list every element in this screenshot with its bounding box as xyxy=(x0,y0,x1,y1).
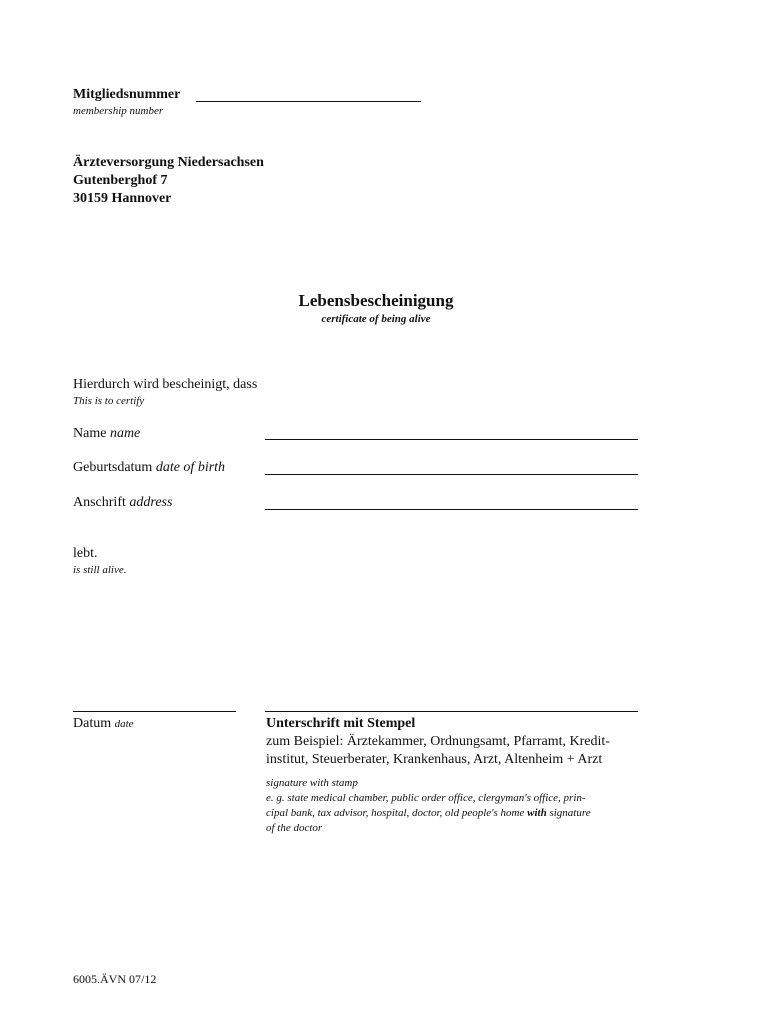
document-title-en: certificate of being alive xyxy=(321,313,431,325)
dob-field-label xyxy=(73,460,225,476)
membership-number-label-en: membership number xyxy=(73,105,164,117)
signature-examples-en-2-a: cipal bank, tax advisor, hospital, doctor, old people's home xyxy=(266,807,528,819)
signature-block xyxy=(266,715,646,769)
name-label-de: Name xyxy=(73,426,107,441)
name-line[interactable] xyxy=(265,439,638,440)
signature-examples-en-2 xyxy=(266,806,656,821)
certify-text-en: This is to certify xyxy=(73,395,145,407)
date-label xyxy=(73,716,134,732)
signature-examples-de-1: zum Beispiel: Ärztekammer, Ordnungsamt, Pfarramt, Kredit- xyxy=(266,734,610,749)
recipient-line-3: 30159 Hannover xyxy=(73,191,172,206)
date-label-de: Datum xyxy=(73,716,112,731)
certify-text: Hierdurch wird bescheinigt, dass xyxy=(73,377,258,392)
membership-number-line[interactable] xyxy=(196,101,421,102)
address-label-en: address xyxy=(129,495,173,510)
recipient-line-1: Ärzteversorgung Niedersachsen xyxy=(73,155,264,170)
signature-examples-de-2: institut, Steuerberater, Krankenhaus, Arzt, Altenheim + Arzt xyxy=(266,752,603,767)
signature-examples-en-2-bold: with xyxy=(527,807,547,819)
form-code: 6005.ÄVN 07/12 xyxy=(73,972,157,986)
name-label-en: name xyxy=(109,426,141,441)
alive-text: lebt. xyxy=(73,546,98,561)
signature-examples-en-2-b: signature xyxy=(546,807,591,819)
recipient-line-2: Gutenberghof 7 xyxy=(73,173,168,188)
document-title: Lebensbescheinigung xyxy=(298,291,454,310)
signature-heading-en: signature with stamp xyxy=(266,777,358,789)
membership-number-label: Mitgliedsnummer xyxy=(73,87,181,102)
dob-label-en: date of birth xyxy=(155,460,226,475)
dob-label-de: Geburtsdatum xyxy=(73,460,153,475)
address-label-de: Anschrift xyxy=(73,495,126,510)
address-line[interactable] xyxy=(265,509,638,510)
dob-line[interactable] xyxy=(265,474,638,475)
date-line[interactable] xyxy=(73,711,236,712)
date-label-en: date xyxy=(114,718,134,730)
recipient-address xyxy=(73,154,264,208)
signature-line[interactable] xyxy=(265,711,638,712)
signature-examples-en-3: of the doctor xyxy=(266,822,323,834)
signature-examples-en-1: e. g. state medical chamber, public order office, clergyman's office, prin- xyxy=(266,792,586,804)
address-field-label xyxy=(73,495,172,511)
alive-text-en: is still alive. xyxy=(73,564,127,576)
signature-heading: Unterschrift mit Stempel xyxy=(266,716,416,731)
name-field-label xyxy=(73,426,140,442)
signature-block-en xyxy=(266,776,656,836)
